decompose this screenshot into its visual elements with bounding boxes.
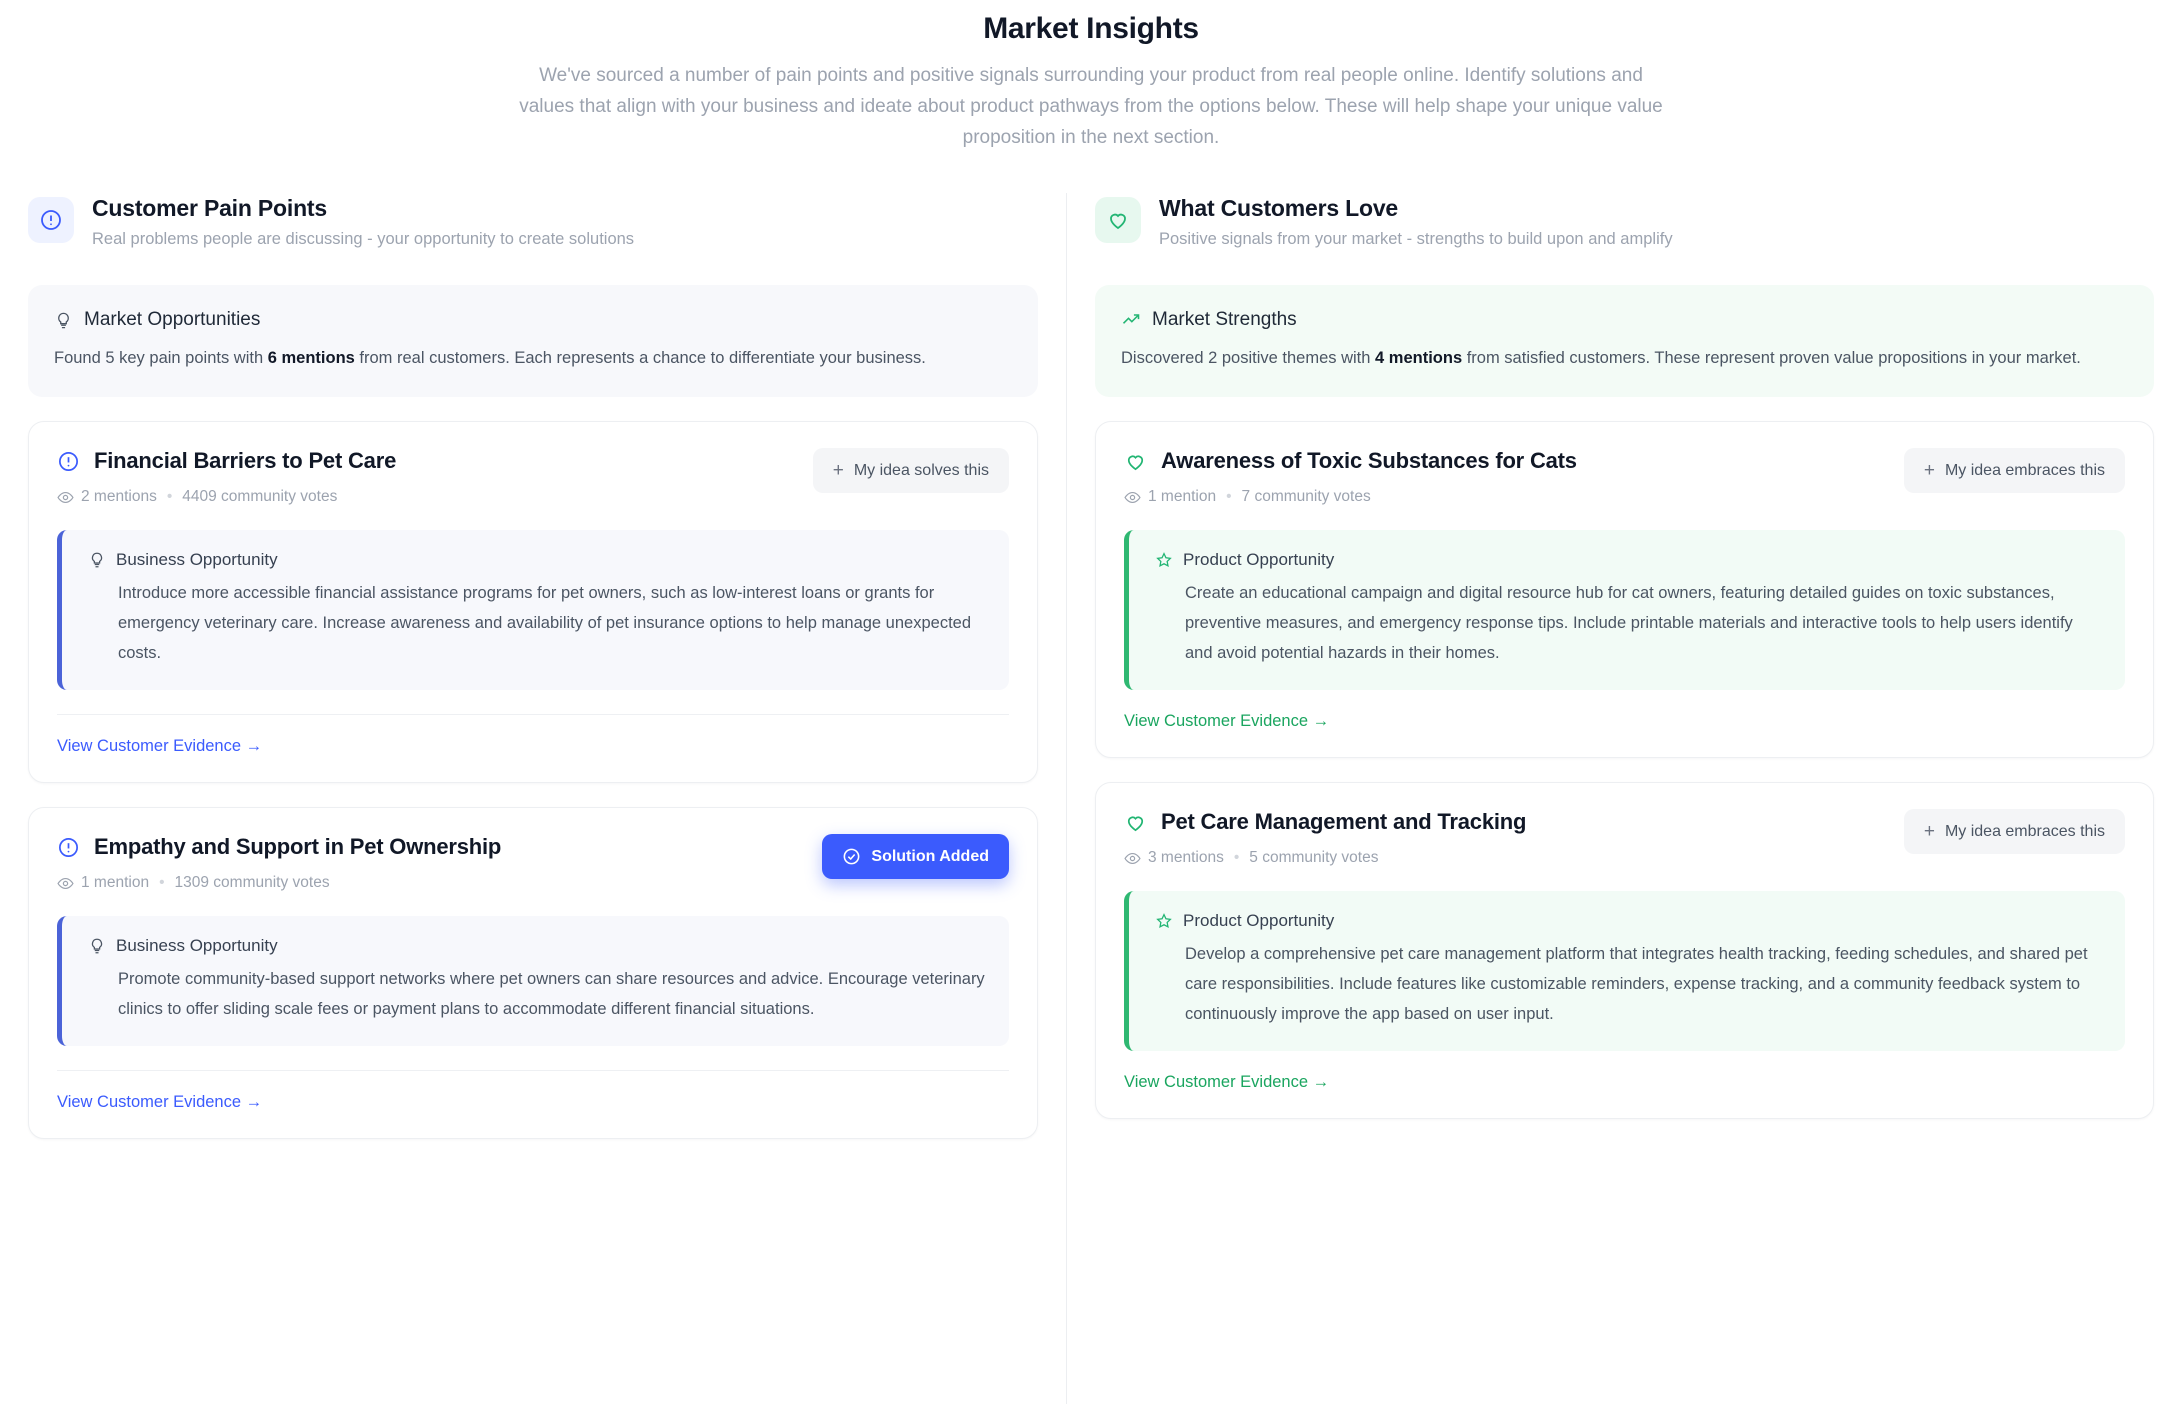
button-label: My idea solves this [853, 461, 989, 479]
plus-icon: + [832, 460, 844, 481]
card-title-row [1124, 809, 1526, 835]
eye-icon [57, 489, 74, 506]
view-customer-evidence-link[interactable] [57, 1093, 262, 1112]
mentions-label: 1 mention [81, 874, 150, 891]
card-title-row [1124, 448, 1577, 474]
summary-post: from satisfied customers. These represent proven value propositions in your market. [1462, 349, 2081, 367]
meta-separator: • [159, 874, 165, 891]
summary-mentions: 6 mentions [267, 349, 355, 367]
summary-pre: Found 5 key pain points with [54, 349, 268, 367]
card-divider [57, 1070, 1009, 1071]
market-opportunities-header [54, 309, 1012, 331]
card-meta [57, 874, 501, 892]
opportunity-text: Promote community-based support networks where pet owners can share resources and advice. Encourage veterinary clinics to offer sliding scale fees or payment plans to accommodate different financial situations. [118, 970, 985, 1018]
page-title: Market Insights [983, 12, 1199, 45]
solution-added-button[interactable] [822, 834, 1009, 879]
alert-circle-icon [28, 197, 74, 243]
eye-icon [57, 875, 74, 892]
opportunity-text: Create an educational campaign and digital resource hub for cat owners, featuring detailed guides on toxic substances, preventive measures, and emergency response tips. Include printable materials and interactive tools to help users identify and avoid potential hazards in their homes. [1185, 584, 2073, 662]
strength-card[interactable] [1095, 421, 2154, 758]
my-idea-solves-this-button[interactable] [813, 448, 1009, 493]
card-divider [57, 714, 1009, 715]
star-icon [1155, 551, 1173, 569]
opportunity-label: Product Opportunity [1183, 550, 1335, 569]
evidence-label: View Customer Evidence → [1124, 1073, 1330, 1091]
card-title: Awareness of Toxic Substances for Cats [1161, 448, 1577, 473]
page-header [0, 0, 2182, 153]
opportunity-text: Introduce more accessible financial assistance programs for pet owners, such as low-interest loans or grants for emergency veterinary care. Increase awareness and availability of pet insurance options to help manage unexpected costs. [118, 584, 972, 662]
lightbulb-icon [54, 311, 73, 330]
star-icon [1155, 912, 1173, 930]
mentions-meta [57, 488, 157, 506]
meta-separator: • [1233, 849, 1240, 866]
mentions-label: 2 mentions [81, 488, 157, 505]
pain-points-column [0, 193, 1067, 1404]
market-strengths-text [1121, 345, 2128, 371]
mentions-label: 3 mentions [1148, 849, 1224, 866]
market-opportunities-summary [28, 285, 1038, 397]
heart-icon [1095, 197, 1141, 243]
opportunity-label: Business Opportunity [116, 936, 278, 955]
votes-label: 7 community votes [1241, 488, 1371, 505]
card-title: Empathy and Support in Pet Ownership [94, 834, 502, 859]
customers-love-column [1067, 193, 2182, 1404]
strength-card[interactable] [1095, 782, 2154, 1119]
customers-love-desc: Positive signals from your market - strengths to build upon and amplify [1159, 230, 1673, 248]
product-opportunity-block [1124, 891, 2125, 1051]
evidence-label: View Customer Evidence → [57, 737, 263, 755]
card-meta [1124, 488, 1577, 506]
card-title-row [57, 448, 396, 474]
mentions-label: 1 mention [1148, 488, 1217, 505]
business-opportunity-block [57, 530, 1009, 690]
pain-points-desc: Real problems people are discussing - your opportunity to create solutions [92, 230, 635, 248]
opportunity-label: Business Opportunity [116, 550, 278, 569]
lightbulb-icon [88, 551, 106, 569]
view-customer-evidence-link[interactable] [57, 737, 262, 756]
card-meta [1124, 849, 1526, 867]
button-label: My idea embraces this [1944, 822, 2105, 840]
evidence-label: View Customer Evidence → [57, 1093, 263, 1111]
plus-icon: + [1923, 460, 1935, 481]
card-title: Pet Care Management and Tracking [1161, 809, 1527, 834]
market-strengths-summary [1095, 285, 2154, 397]
card-title-row [57, 834, 501, 860]
my-idea-embraces-this-button[interactable] [1904, 809, 2125, 854]
card-header [57, 448, 1009, 506]
plus-icon: + [1923, 821, 1935, 842]
card-header [1124, 448, 2125, 506]
mentions-meta [1124, 488, 1216, 506]
my-idea-embraces-this-button[interactable] [1904, 448, 2125, 493]
heart-icon [1124, 450, 1147, 473]
pain-points-heading [28, 193, 1038, 249]
market-opportunities-text [54, 345, 1012, 371]
card-header [1124, 809, 2125, 867]
view-customer-evidence-link[interactable] [1124, 712, 1329, 731]
summary-post: from real customers. Each represents a chance to differentiate your business. [354, 349, 926, 367]
opportunity-text: Develop a comprehensive pet care management platform that integrates health tracking, feeding schedules, and shared pet care responsibilities. Include features like customizable reminders, expense tracking, and a community feedback system to continuously improve the app based on user input. [1185, 945, 2088, 1023]
mentions-meta [57, 874, 149, 892]
customers-love-heading [1095, 193, 2154, 249]
alert-circle-icon [57, 450, 80, 473]
view-customer-evidence-link[interactable] [1124, 1073, 1329, 1092]
customers-love-title: What Customers Love [1159, 195, 1399, 221]
eye-icon [1124, 850, 1141, 867]
page-subtitle: We've sourced a number of pain points and positive signals surrounding your product from real people online. Identify solutions and values that align with your business and ideate about product pathways from the options below. These will help shape your unique value proposition in the next section. [519, 65, 1663, 148]
eye-icon [1124, 489, 1141, 506]
market-opportunities-title: Market Opportunities [84, 309, 261, 330]
pain-points-title: Customer Pain Points [92, 195, 327, 221]
business-opportunity-header [88, 550, 985, 570]
check-circle-icon [842, 847, 861, 866]
product-opportunity-block [1124, 530, 2125, 690]
business-opportunity-header [88, 936, 985, 956]
mentions-meta [1124, 849, 1224, 867]
market-strengths-header [1121, 309, 2128, 331]
button-label: Solution Added [871, 847, 989, 865]
summary-pre: Discovered 2 positive themes with [1121, 349, 1376, 367]
evidence-label: View Customer Evidence → [1124, 712, 1330, 730]
insights-columns [0, 193, 2182, 1404]
card-meta [57, 488, 396, 506]
lightbulb-icon [88, 937, 106, 955]
card-header [57, 834, 1009, 892]
alert-circle-icon [57, 836, 80, 859]
meta-separator: • [1226, 488, 1232, 505]
product-opportunity-header [1155, 550, 2101, 570]
votes-label: 5 community votes [1249, 849, 1379, 866]
card-title: Financial Barriers to Pet Care [94, 448, 397, 473]
pain-point-card[interactable] [28, 807, 1038, 1139]
pain-point-card[interactable] [28, 421, 1038, 783]
trending-up-icon [1121, 310, 1141, 330]
market-strengths-title: Market Strengths [1152, 309, 1297, 330]
button-label: My idea embraces this [1944, 461, 2105, 479]
product-opportunity-header [1155, 911, 2101, 931]
heart-icon [1124, 811, 1147, 834]
votes-label: 4409 community votes [182, 488, 338, 505]
opportunity-label: Product Opportunity [1183, 911, 1335, 930]
votes-label: 1309 community votes [174, 874, 330, 891]
meta-separator: • [166, 488, 173, 505]
summary-mentions: 4 mentions [1375, 349, 1463, 367]
business-opportunity-block [57, 916, 1009, 1046]
